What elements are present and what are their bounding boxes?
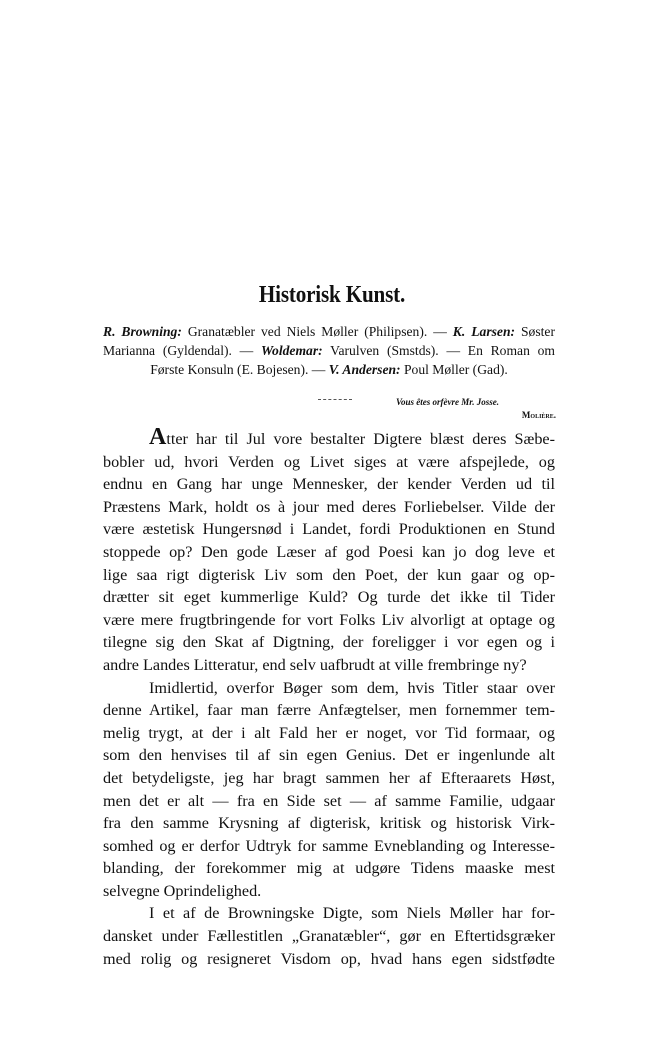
text-line: stoppede op? Den gode Læser af god Poesi kan jo dog leve et: [103, 542, 555, 561]
work-text: Poul Møller (Gad).: [400, 362, 508, 377]
text-line: somhed og er derfor Udtryk for samme Evneblanding og Interesse-: [103, 836, 555, 855]
text-line: være mere frugtbringende for vort Folks Liv alvorligt at optage og: [103, 610, 555, 629]
text-line: Imidlertid, overfor Bøger som dem, hvis Titler staar over: [149, 678, 555, 697]
drop-cap: A: [149, 424, 167, 450]
text-line: denne Artikel, faar man færre Anfægtelser, men fornemmer tem-: [103, 701, 555, 720]
text-line: bobler ud, hvori Verden og Livet siges at være afspejlede, og: [103, 452, 555, 471]
reference-line: [103, 322, 555, 341]
author-name: V. Andersen:: [328, 362, 401, 377]
author-name: K. Larsen:: [452, 324, 516, 339]
work-text: Marianna (Gyldendal). —: [103, 343, 261, 358]
work-text: Første Konsuln (E. Bojesen). —: [150, 362, 329, 377]
reviewed-works-list: [103, 322, 555, 379]
text-line: andre Landes Litteratur, end selv uafbrudt at ville frembringe ny?: [103, 655, 527, 674]
chapter-title: Historisk Kunst.: [258, 282, 406, 308]
author-name: R. Browning:: [103, 324, 182, 339]
text-line: men det er alt — fra en Side set — af samme Familie, udgaar: [103, 791, 555, 810]
text-line: drætter sit eget kummerlige Kuld? Og turde det ikke til Tider: [103, 588, 555, 607]
body-text: [103, 424, 555, 970]
text-line: med rolig og resigneret Visdom op, hvad hans egen sidstfødte: [103, 949, 555, 968]
work-text: Granatæbler ved Niels Møller (Philipsen). —: [181, 324, 453, 339]
text-line: som den henvises til af sin egen Genius. Det er ingenlunde alt: [103, 746, 555, 765]
text-line: I et af de Browningske Digte, som Niels Møller har for-: [149, 904, 555, 923]
reference-line: [103, 341, 555, 360]
work-text: Søster: [515, 324, 555, 339]
epigraph: [396, 396, 556, 422]
text-line: fra den samme Krysning af digterisk, kritisk og historisk Virk-: [103, 814, 555, 833]
text-line: være æstetisk Hungersnød i Landet, fordi Produktionen en Stund: [103, 520, 555, 539]
text-line: lige saa rigt digterisk Liv som den Poet, der kun gaar og op-: [103, 565, 555, 584]
text-line: melig trygt, at der i alt Fald her er noget, vor Tid formaar, og: [103, 723, 555, 742]
work-text: Varulven (Smstds). — En Roman om: [322, 343, 555, 358]
text-line: tilegne sig den Skat af Digtning, der foreligger i vor egen og i: [103, 633, 555, 652]
text-line: selvegne Oprindelighed.: [103, 881, 262, 900]
divider-mark: [318, 399, 352, 401]
text-line: det betydeligste, jeg har bragt sammen her af Efteraarets Høst,: [103, 768, 555, 787]
epigraph-quote: Vous êtes orfèvre Mr. Josse.: [396, 397, 499, 407]
epigraph-source: Molière.: [521, 410, 556, 420]
text-line: Atter har til Jul vore bestalter Digtere blæst deres Sæbe-: [149, 424, 555, 450]
reference-line: [103, 360, 555, 379]
text-line: dansket under Fællestitlen „Granatæbler“, gør en Eftertidsgræker: [103, 927, 555, 946]
text-line: blanding, der forekommer mig at udgøre Tidens maaske mest: [103, 859, 555, 878]
text-line: Præstens Mark, holdt os à jour med deres Forliebelser. Vilde der: [103, 497, 555, 516]
author-name: Woldemar:: [260, 343, 323, 358]
text-line: endnu en Gang har unge Mennesker, der kender Verden ud til: [103, 475, 555, 494]
